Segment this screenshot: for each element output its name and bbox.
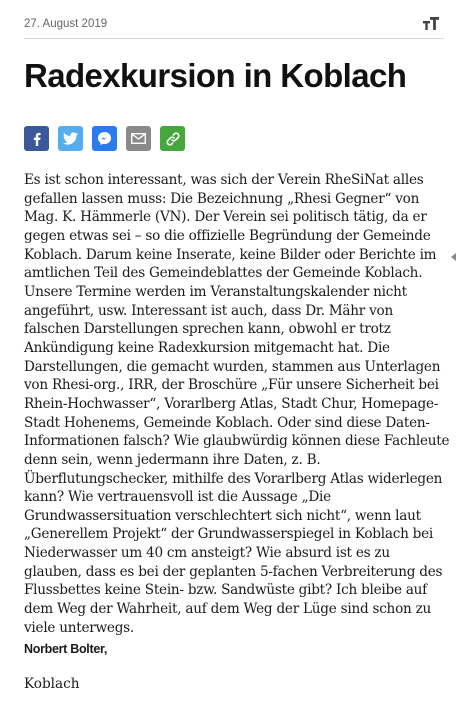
email-share-button[interactable] xyxy=(126,126,151,151)
messenger-share-button[interactable] xyxy=(92,126,117,151)
copy-link-button[interactable] xyxy=(160,126,185,151)
top-bar xyxy=(24,14,444,39)
share-bar xyxy=(24,126,185,151)
twitter-share-button[interactable] xyxy=(58,126,83,151)
email-icon xyxy=(131,133,146,144)
author-location: Koblach xyxy=(24,676,80,692)
link-icon xyxy=(166,132,180,146)
text-size-icon[interactable] xyxy=(422,16,440,32)
facebook-icon xyxy=(30,132,44,146)
facebook-share-button[interactable] xyxy=(24,126,49,151)
twitter-icon xyxy=(63,132,78,145)
messenger-icon xyxy=(97,131,112,146)
article-title: Radexkursion in Koblach xyxy=(24,57,407,94)
author-name: Norbert Bolter, xyxy=(24,642,108,656)
side-arrow-icon[interactable] xyxy=(451,253,456,261)
article-body: Es ist schon interessant, was sich der Verein RheSiNat alles gefallen lassen muss: Die Bezeichnung „Rhesi Gegner“ von Mag. K. Hämmerle (VN). Der Verein sei politisch tätig, da er gegen etwas sei – so die offizielle Begründung der Gemeinde Koblach. Darum keine Inserate, keine Bilder oder Berichte im amtlichen Teil des Gemeindeblattes der Gemeinde Koblach. Unsere Termine werden im Veranstaltungskalender nicht angeführt, usw. Interessant ist auch, dass Dr. Mähr von falschen Darstellungen sprechen kann, obwohl er trotz Ankündigung keine Radexkursion mitgemacht hat. Die Darstellungen, die gemacht wurden, stammen aus Unterlagen von Rhesi-org., IRR, der Broschüre „Für unsere Sicherheit bei Rhein-Hochwasser“, Vorarlberg Atlas, Stadt Chur, Homepage-Stadt Hohenems, Gemeinde Koblach. Oder sind diese Daten-Informationen falsch? Wie glaubwürdig können diese Fachleute denn sein, wenn jedermann ihre Daten, z. B. Überflutungschecker, mithilfe des Vorarlberg Atlas widerlegen kann? Wie vertrauensvoll ist die Aussage „Die Grundwassersituation verschlechtert sich nicht“, wenn laut „Generellem Projekt“ der Grundwasserspiegel in Koblach bei Niederwasser um 40 cm ansteigt? Wie absurd ist es zu glauben, dass es bei der geplanten 5-fachen Verbreiterung des Flussbettes keine Stein- bzw. Sandwüste gibt? Ich bleibe auf dem Weg der Wahrheit, auf dem Weg der Lüge sind schon zu viele unterwegs. xyxy=(24,172,450,636)
article-date: 27. August 2019 xyxy=(24,18,108,30)
